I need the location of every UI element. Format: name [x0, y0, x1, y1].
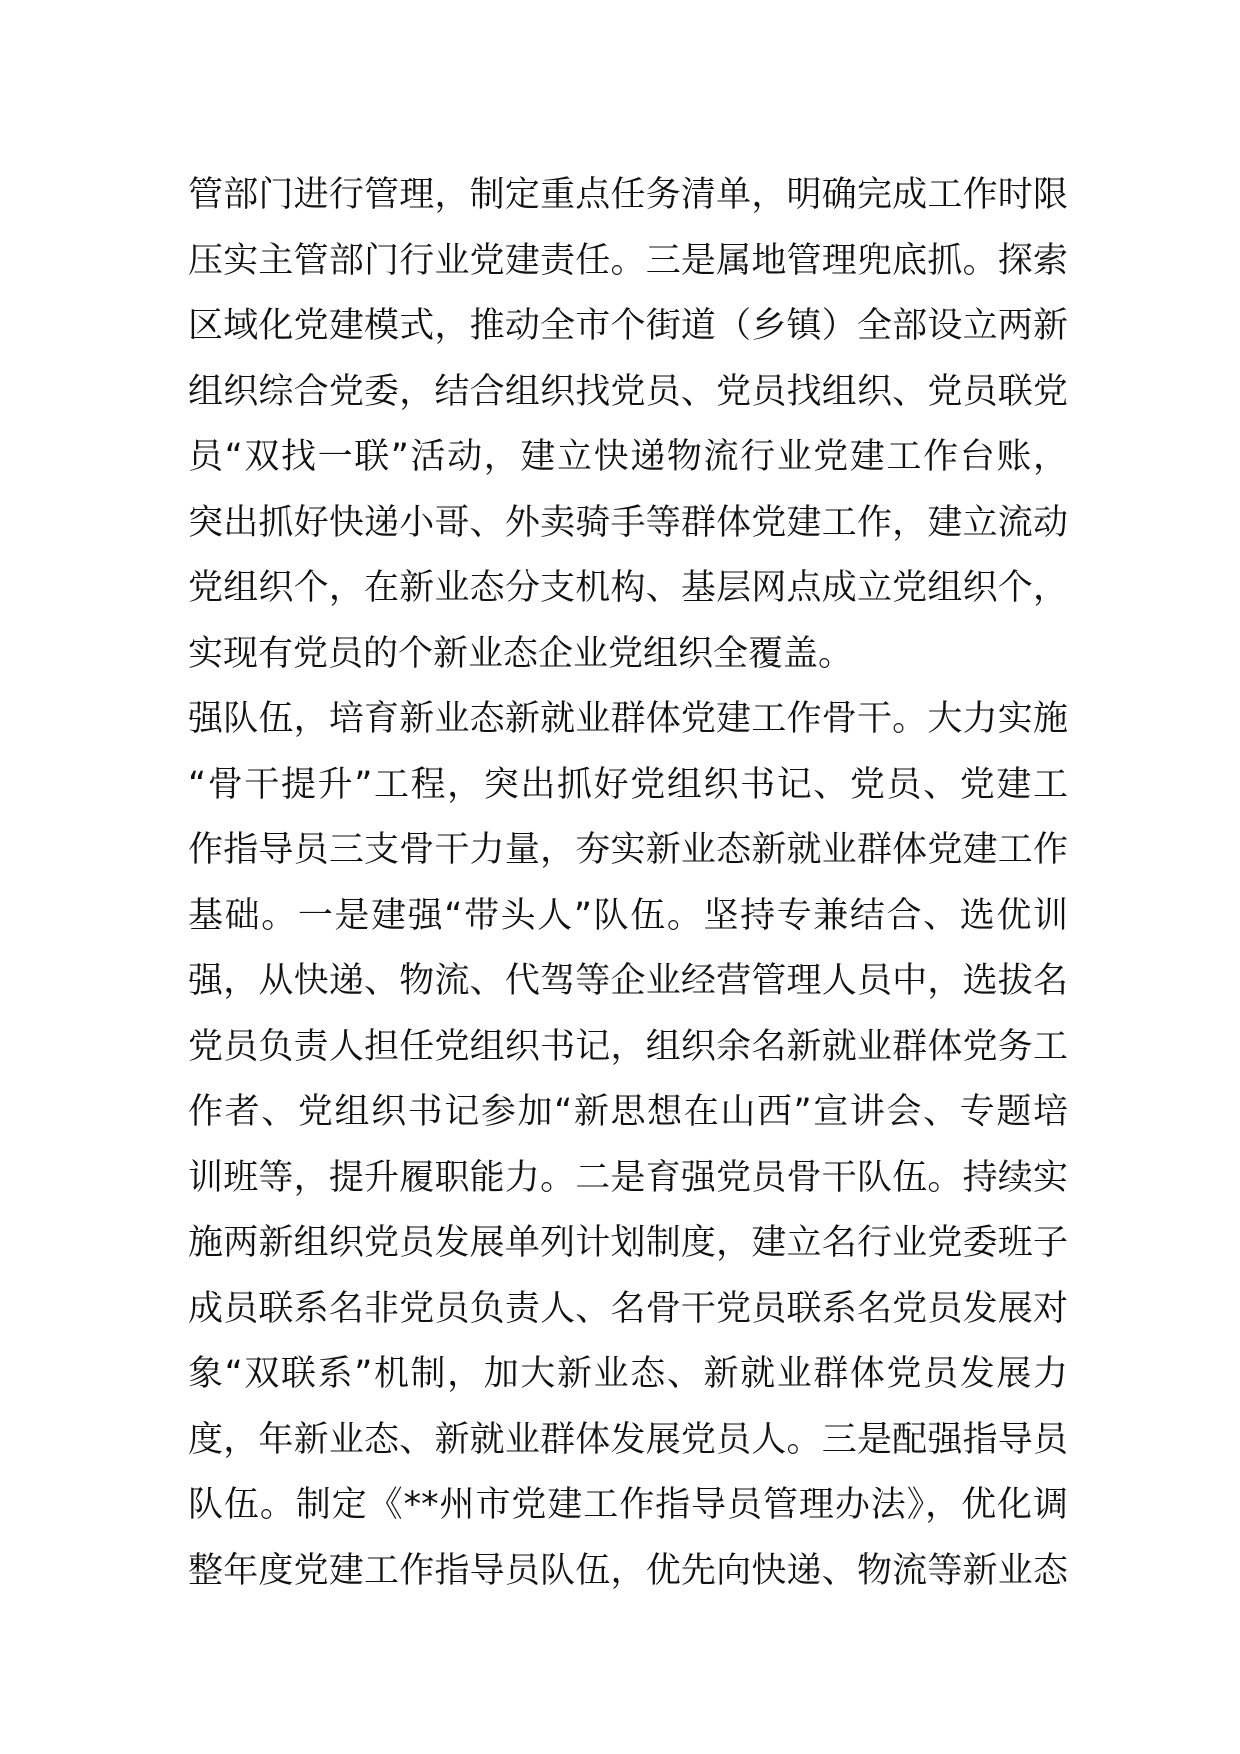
text-line: 象“双联系”机制，加大新业态、新就业群体党员发展力: [188, 1354, 1068, 1394]
text-line: 区域化党建模式，推动全市个街道（乡镇）全部设立两新: [188, 306, 1068, 346]
text-line: 施两新组织党员发展单列计划制度，建立名行业党委班子: [188, 1223, 1068, 1263]
text-line: 突出抓好快递小哥、外卖骑手等群体党建工作，建立流动: [188, 502, 1068, 543]
text-line: 党组织个，在新业态分支机构、基层网点成立党组织个，: [188, 568, 1068, 608]
text-line: 整年度党建工作指导员队伍，优先向快递、物流等新业态: [188, 1550, 1068, 1591]
text-line: “骨干提升”工程，突出抓好党组织书记、党员、党建工: [188, 764, 1068, 805]
text-line: 基础。一是建强“带头人”队伍。坚持专兼结合、选优训: [188, 895, 1068, 936]
text-line: 强队伍，培育新业态新就业群体党建工作骨干。大力实施: [188, 699, 1068, 739]
text-line: 实现有党员的个新业态企业党组织全覆盖。: [188, 633, 854, 674]
text-line: 党员负责人担任党组织书记，组织余名新就业群体党务工: [188, 1026, 1068, 1067]
text-line: 管部门进行管理，制定重点任务清单，明确完成工作时限: [188, 175, 1068, 215]
text-line: 作指导员三支骨干力量，夯实新业态新就业群体党建工作: [188, 830, 1068, 870]
text-line: 度，年新业态、新就业群体发展党员人。三是配强指导员: [188, 1419, 1068, 1460]
text-line: 作者、党组织书记参加“新思想在山西”宣讲会、专题培: [188, 1092, 1068, 1132]
text-line: 队伍。制定《**州市党建工作指导员管理办法》，优化调: [188, 1485, 1068, 1525]
text-line: 成员联系名非党员负责人、名骨干党员联系名党员发展对: [188, 1288, 1068, 1329]
text-line: 压实主管部门行业党建责任。三是属地管理兜底抓。探索: [188, 240, 1068, 281]
text-line: 员“双找一联”活动，建立快递物流行业党建工作台账，: [188, 437, 1068, 477]
text-line: 组织综合党委，结合组织找党员、党员找组织、党员联党: [188, 371, 1068, 412]
document-body: [188, 163, 1068, 1604]
text-line: 强，从快递、物流、代驾等企业经营管理人员中，选拔名: [188, 961, 1068, 1001]
text-line: 训班等，提升履职能力。二是育强党员骨干队伍。持续实: [188, 1157, 1068, 1198]
